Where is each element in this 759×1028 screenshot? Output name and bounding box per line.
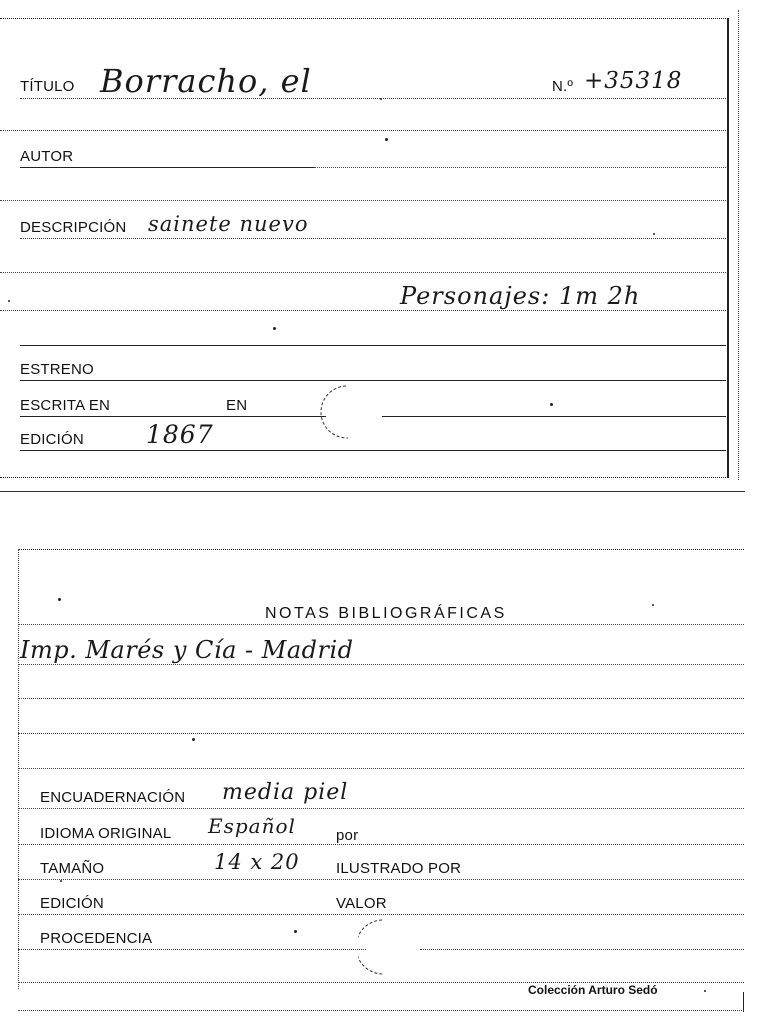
edicion-line (20, 450, 726, 451)
top-card-right-edge (727, 18, 729, 478)
titulo-value: Borracho, el (100, 62, 312, 100)
speck (294, 930, 297, 933)
tamano-line (18, 879, 744, 880)
ilustrado-label: ILUSTRADO POR (336, 860, 462, 877)
top-card-bottom-edge (0, 477, 728, 478)
speck (192, 738, 195, 741)
descripcion-label: DESCRIPCIÓN (20, 219, 127, 236)
numero-value: +35318 (584, 68, 683, 94)
speck (652, 604, 654, 606)
speck (653, 233, 655, 235)
notas-value: Imp. Marés y Cía - Madrid (20, 636, 354, 664)
speck (273, 327, 276, 330)
por-label: por (336, 827, 359, 844)
autor-label: AUTOR (20, 148, 74, 165)
idioma-value: Español (208, 814, 296, 838)
edicion-value: 1867 (146, 420, 214, 449)
titulo-line (20, 98, 726, 99)
escrita-line-left (20, 416, 326, 417)
idioma-label: IDIOMA ORIGINAL (40, 825, 172, 842)
rule-2 (0, 200, 726, 201)
autor-line (20, 167, 314, 168)
speck (550, 403, 553, 406)
bottom-card-right-edge (743, 992, 744, 1012)
escrita-line-right (382, 416, 726, 417)
top-card-right-dotted-edge (738, 10, 739, 480)
procedencia-line-right (420, 949, 744, 950)
notas-line (18, 624, 744, 625)
rule-1 (0, 130, 726, 131)
speck (704, 990, 706, 992)
notas-rule-4 (18, 768, 744, 769)
notas-rule-1 (18, 664, 744, 665)
speck (60, 880, 62, 882)
encuadernacion-line (18, 808, 744, 809)
bottom-catalog-card (0, 540, 759, 1028)
descripcion-value: sainete nuevo (148, 212, 309, 236)
titulo-label: TÍTULO (20, 78, 75, 95)
descripcion-line (20, 238, 726, 239)
top-card-top-edge (0, 18, 728, 19)
edicion-bottom-line (18, 914, 744, 915)
speck (385, 138, 388, 141)
punch-hole-icon (358, 916, 418, 978)
en-label: EN (226, 397, 248, 414)
rule-5 (20, 345, 726, 346)
speck (58, 598, 61, 601)
bottom-card-top-edge (18, 549, 744, 550)
rule-3 (0, 272, 726, 273)
escrita-en-label: ESCRITA EN (20, 397, 111, 414)
bottom-card-left-edge (18, 549, 19, 989)
bottom-card-bottom-edge (18, 1010, 744, 1011)
rule-4 (0, 310, 726, 311)
notas-rule-2 (18, 698, 744, 699)
encuadernacion-label: ENCUADERNACIÓN (40, 789, 186, 806)
encuadernacion-value: media piel (222, 780, 349, 805)
tamano-value: 14 x 20 (214, 850, 300, 874)
notas-title: NOTAS BIBLIOGRÁFICAS (265, 605, 507, 622)
edicion-bottom-label: EDICIÓN (40, 895, 104, 912)
coleccion-label: Colección Arturo Sedó (528, 983, 658, 997)
tamano-label: TAMAÑO (40, 860, 105, 877)
procedencia-label: PROCEDENCIA (40, 930, 153, 947)
autor-line-cont (314, 167, 726, 168)
numero-label: N.º (552, 78, 574, 95)
personajes-value: Personajes: 1m 2h (400, 282, 641, 310)
notas-rule-3 (18, 733, 744, 734)
procedencia-line-left (18, 949, 366, 950)
punch-hole-icon (318, 380, 388, 444)
speck (8, 300, 10, 302)
top-catalog-card (0, 0, 759, 500)
valor-label: VALOR (336, 895, 387, 912)
idioma-line (18, 844, 744, 845)
edicion-label: EDICIÓN (20, 431, 84, 448)
estreno-label: ESTRENO (20, 361, 94, 378)
speck (380, 98, 382, 100)
top-card-separator (0, 491, 745, 492)
